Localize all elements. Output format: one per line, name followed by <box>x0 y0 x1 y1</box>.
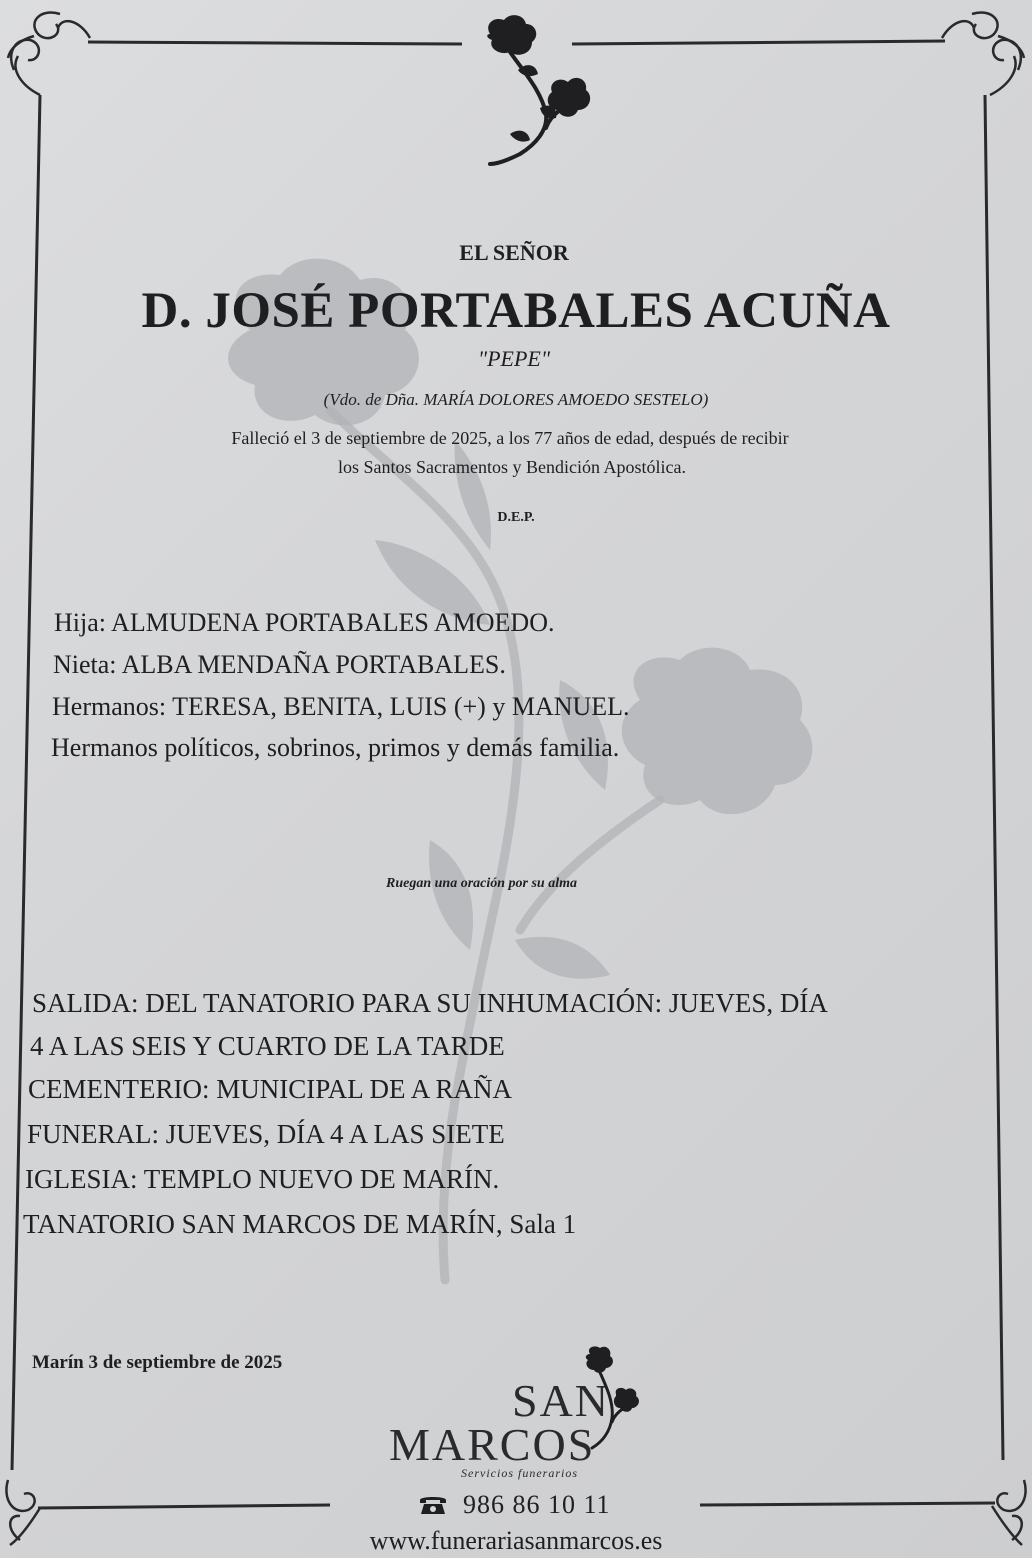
detail-church: IGLESIA: TEMPLO NUEVO DE MARÍN. <box>25 1164 500 1194</box>
deceased-name: D. JOSÉ PORTABALES ACUÑA <box>141 283 891 339</box>
logo-word-marcos: MARCOS <box>389 1419 596 1470</box>
telephone-icon <box>418 1494 448 1516</box>
nickname: "PEPE" <box>477 346 551 371</box>
honorific: EL SEÑOR <box>459 240 569 265</box>
rip-abbreviation: D.E.P. <box>497 510 535 525</box>
detail-funeral-home: TANATORIO SAN MARCOS DE MARÍN, Sala 1 <box>23 1209 577 1239</box>
corner-ornament-top-right <box>942 13 1024 95</box>
family-line-daughter: Hija: ALMUDENA PORTABALES AMOEDO. <box>54 608 555 637</box>
place-date: Marín 3 de septiembre de 2025 <box>32 1352 283 1373</box>
detail-departure: SALIDA: DEL TANATORIO PARA SU INHUMACIÓN: JUEVES, DÍA <box>32 988 828 1018</box>
flower-icon <box>480 12 595 172</box>
family-line-siblings: Hermanos: TERESA, BENITA, LUIS (+) y MANUEL. <box>52 692 630 721</box>
detail-cemetery: CEMENTERIO: MUNICIPAL DE A RAÑA <box>28 1074 513 1104</box>
prayer-request: Ruegan una oración por su alma <box>386 876 577 891</box>
family-line-granddaughter: Nieta: ALBA MENDAÑA PORTABALES. <box>53 650 506 679</box>
detail-departure-time: 4 A LAS SEIS Y CUARTO DE LA TARDE <box>30 1031 505 1061</box>
logo-word-san: SAN <box>512 1375 611 1426</box>
logo-flower-icon <box>570 1346 650 1456</box>
website-link[interactable]: www.funerariasanmarcos.es <box>369 1526 663 1555</box>
detail-funeral: FUNERAL: JUEVES, DÍA 4 A LAS SIETE <box>27 1119 505 1149</box>
widower-of: (Vdo. de Dña. MARÍA DOLORES AMOEDO SESTELO) <box>323 390 709 409</box>
phone-number[interactable]: 986 86 10 11 <box>463 1490 611 1519</box>
logo-tagline: Servicios funerarios <box>461 1466 578 1480</box>
death-info-line-2: los Santos Sacramentos y Bendición Apostólica. <box>338 457 686 477</box>
death-info-line-1: Falleció el 3 de septiembre de 2025, a los 77 años de edad, después de recibir <box>231 428 789 448</box>
family-line-relatives: Hermanos políticos, sobrinos, primos y demás familia. <box>51 733 620 762</box>
corner-ornament-top-left <box>8 13 90 95</box>
funeral-home-logo <box>385 1370 655 1490</box>
